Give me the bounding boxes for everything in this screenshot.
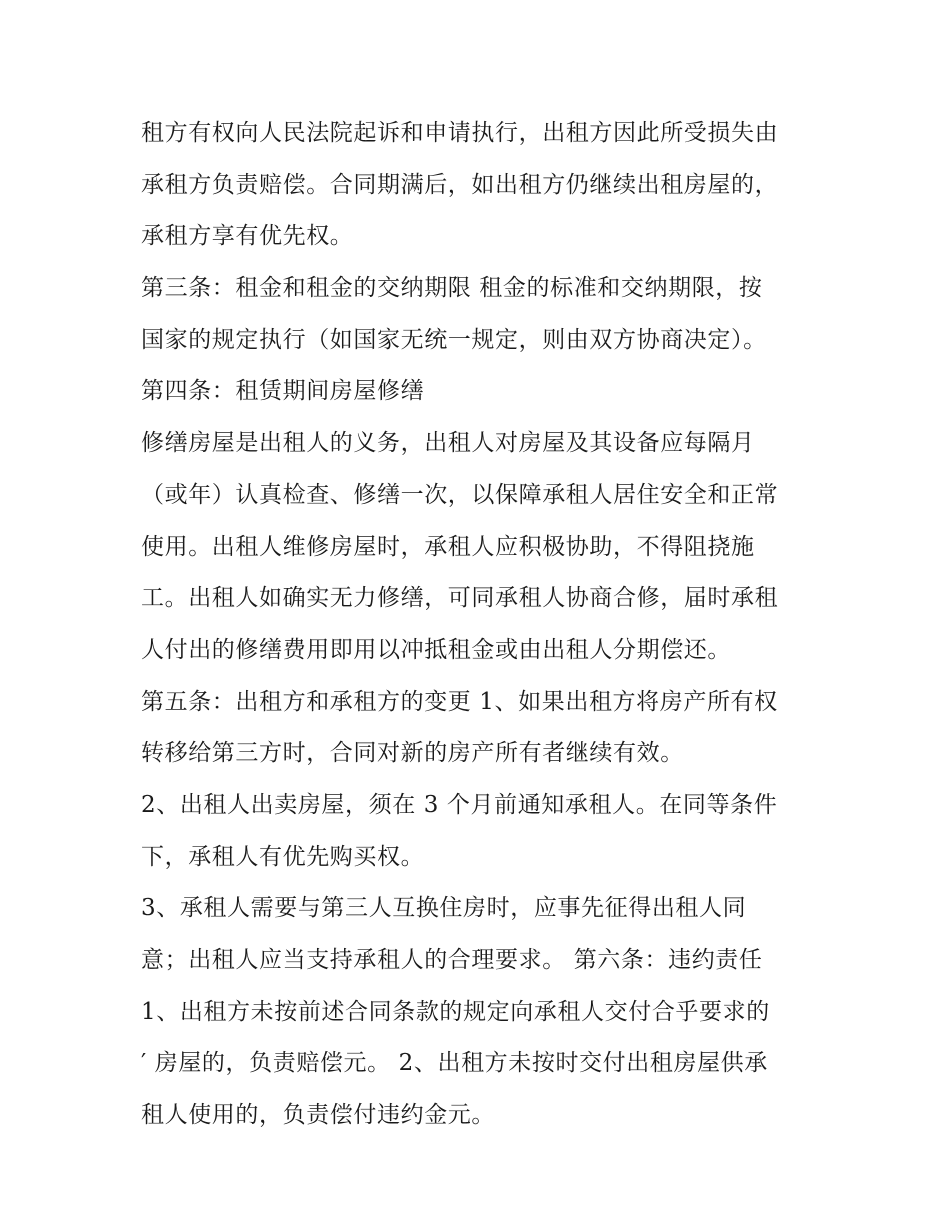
text-line: （或年）认真检查、修缮一次，以保障承租人居住安全和正常 [141,481,779,508]
text-line: 使用。出租人维修房屋时，承租人应积极协助，不得阻挠施 [141,533,755,560]
text-line: 租方有权向人民法院起诉和申请执行，出租方因此所受损失由 [141,120,779,146]
text-line: ′ 房屋的，负责赔偿元。 2、出租方未按时交付出租房屋供承 [141,1050,768,1077]
text-line: 承租方负责赔偿。合同期满后，如出租方仍继续出租房屋的， [141,171,779,198]
text-line: 修缮房屋是出租人的义务，出租人对房屋及其设备应每隔月 [141,430,755,457]
text-line: 人付出的修缮费用即用以冲抵租金或由出租人分期偿还。 [141,636,731,663]
text-line: 3、承租人需要与第三人互换住房时，应事先征得出租人同 [141,895,747,922]
text-line: 下，承租人有优先购买权。 [141,843,425,870]
text-line: 国家的规定执行（如国家无统一规定，则由双方协商决定）。 [141,326,767,353]
text-line: 1、出租方未按前述合同条款的规定向承租人交付合乎要求的 [141,998,770,1025]
text-line: 工。出租人如确实无力修缮，可同承租人协商合修，届时承租 [141,585,779,612]
document-body [141,108,821,1142]
text-line: 转移给第三方时，合同对新的房产所有者继续有效。 [141,740,684,767]
text-line: 2、出租人出卖房屋，须在 3 个月前通知承租人。在同等条件 [141,791,778,818]
text-line: 承租方享有优先权。 [141,223,354,250]
text-line: 租人使用的，负责偿付违约金元。 [141,1102,495,1129]
text-line: 意；出租人应当支持承租人的合理要求。 第六条：违约责任 [141,947,763,973]
text-line: 第四条：租赁期间房屋修缮 [141,378,425,405]
text-line: 第五条：出租方和承租方的变更 1、如果出租方将房产所有权 [141,688,778,715]
text-line: 第三条：租金和租金的交纳期限 租金的标准和交纳期限，按 [141,275,763,302]
